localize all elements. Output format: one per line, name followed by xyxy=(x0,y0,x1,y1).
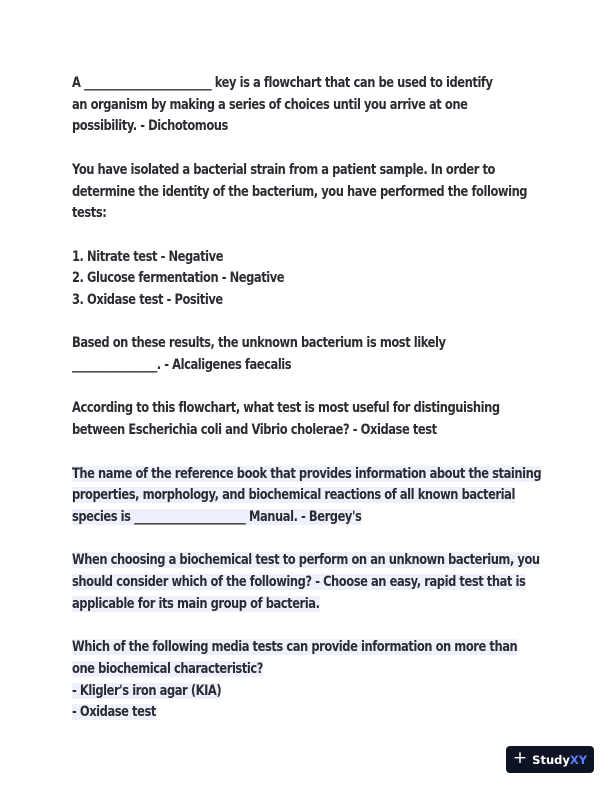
text-line: an organism by making a series of choices until you arrive at one xyxy=(72,96,468,113)
text-line: tests: xyxy=(72,205,107,222)
text-line: According to this flowchart, what test is most useful for distinguishing xyxy=(72,400,500,417)
text-line: determine the identity of the bacterium, you have performed the following xyxy=(72,183,528,200)
paragraph-4 xyxy=(72,333,542,376)
text-line: A ________________________ key is a flowchart that can be used to identify xyxy=(72,75,493,91)
highlighted-text-line: - Kligler's iron agar (KIA) xyxy=(72,682,222,699)
highlighted-text-line: properties, morphology, and biochemical reactions of all known bacterial xyxy=(72,487,515,504)
text-line: possibility. - Dichotomous xyxy=(72,118,228,135)
text-line: You have isolated a bacterial strain from a patient sample. In order to xyxy=(72,161,496,178)
logo-text: StudyXY xyxy=(532,752,588,767)
paragraph-3 xyxy=(72,247,542,312)
highlighted-text-line: Which of the following media tests can provide information on more than xyxy=(72,639,518,656)
highlighted-text-line: The name of the reference book that provides information about the staining xyxy=(72,465,542,482)
text-line: 3. Oxidase test - Positive xyxy=(72,292,223,308)
highlighted-text-line: species is _____________________ Manual. - Bergey's xyxy=(72,508,362,525)
highlighted-text-line: should consider which of the following? - Choose an easy, rapid test that is xyxy=(72,574,526,591)
paragraph-8 xyxy=(72,637,542,724)
highlighted-text-line: applicable for its main group of bacteria. xyxy=(72,595,320,612)
paragraph-7 xyxy=(72,550,542,615)
paragraph-6 xyxy=(72,464,542,529)
document-body xyxy=(72,73,542,746)
text-line: between Escherichia coli and Vibrio cholerae? - Oxidase test xyxy=(72,422,437,439)
paragraph-1 xyxy=(72,73,542,138)
studyxy-logo[interactable] xyxy=(506,746,594,773)
text-line: ________________. - Alcaligenes faecalis xyxy=(72,357,292,374)
highlighted-text-line: one biochemical characteristic? xyxy=(72,660,263,677)
text-line: 2. Glucose fermentation - Negative xyxy=(72,270,285,287)
text-line: Based on these results, the unknown bacterium is most likely xyxy=(72,335,446,352)
paragraph-2 xyxy=(72,160,542,225)
paragraph-5 xyxy=(72,398,542,441)
plus-icon: + xyxy=(512,748,528,768)
text-line: 1. Nitrate test - Negative xyxy=(72,248,224,265)
highlighted-text-line: When choosing a biochemical test to perform on an unknown bacterium, you xyxy=(72,552,540,569)
highlighted-text-line: - Oxidase test xyxy=(72,704,156,721)
